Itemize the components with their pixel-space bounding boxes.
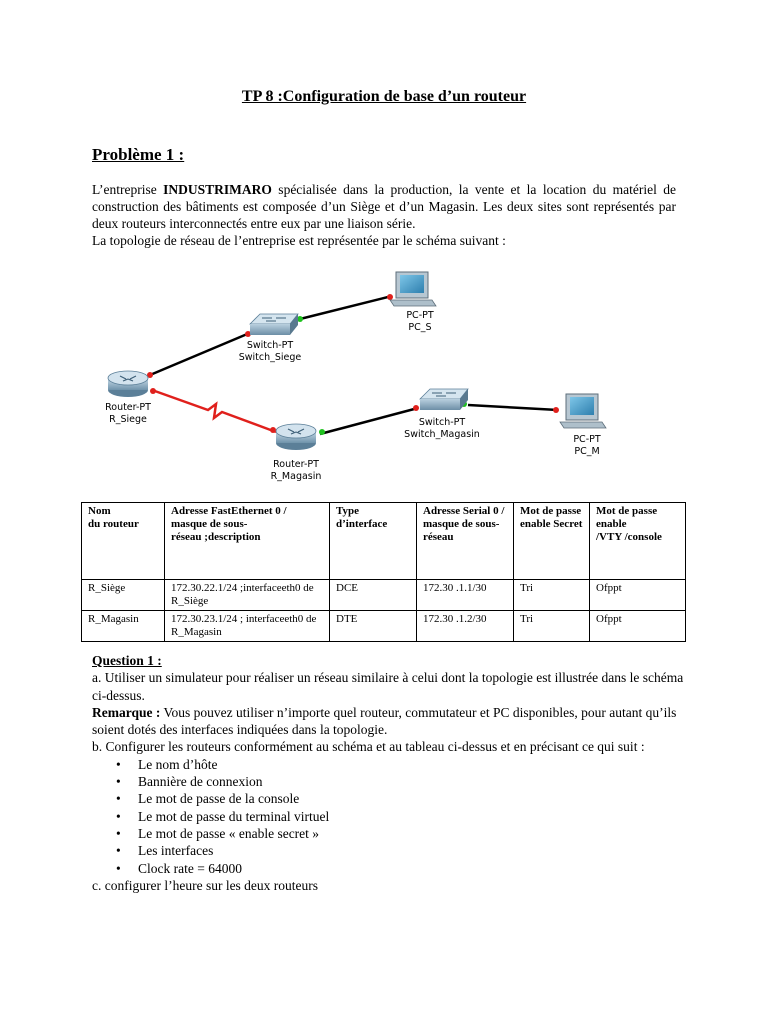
link-dot xyxy=(553,407,559,413)
link-dot xyxy=(150,388,156,394)
switch-magasin-type: Switch-PT xyxy=(418,417,466,428)
cell-type: DTE xyxy=(330,611,417,642)
cell-enable: Ofppt xyxy=(590,611,686,642)
cell-secret: Tri xyxy=(514,580,590,611)
cell-serial: 172.30 .1.2/30 xyxy=(417,611,514,642)
link-rsiege-switchsiege xyxy=(150,332,252,375)
router-siege-type: Router-PT xyxy=(105,402,151,413)
col-header-fastethernet: Adresse FastEthernet 0 / masque de sous- réseau ;description xyxy=(165,503,330,580)
list-item: • Bannière de connexion xyxy=(92,773,692,790)
router-r-magasin-icon[interactable] xyxy=(276,424,316,450)
col-header-secret: Mot de passe enable Secret xyxy=(514,503,590,580)
list-item: • Le mot de passe du terminal virtuel xyxy=(92,808,692,825)
serial-link xyxy=(152,390,276,432)
link-dot xyxy=(413,405,419,411)
config-items-list xyxy=(92,756,692,877)
list-item: • Les interfaces xyxy=(92,842,692,859)
pc-m-name: PC_M xyxy=(574,446,600,457)
cell-enable: Ofppt xyxy=(590,580,686,611)
router-siege-name: R_Siege xyxy=(109,414,147,425)
cell-type: DCE xyxy=(330,580,417,611)
cell-fastethernet: 172.30.23.1/24 ; interfaceeth0 de R_Magasin xyxy=(165,611,330,642)
switch-siege-icon[interactable] xyxy=(250,314,298,335)
pc-m-type: PC-PT xyxy=(573,434,601,445)
remarque xyxy=(92,704,692,739)
col-header-enable: Mot de passe enable /VTY /console xyxy=(590,503,686,580)
remarque-label: Remarque : xyxy=(92,704,161,720)
col-header-type: Type d’interface xyxy=(330,503,417,580)
link-dot xyxy=(387,294,393,300)
company-name: INDUSTRIMARO xyxy=(163,182,272,197)
router-r-siege-icon[interactable] xyxy=(108,371,148,397)
list-item: • Le nom d’hôte xyxy=(92,756,692,773)
page-title: TP 8 :Configuration de base d’un routeur xyxy=(241,88,527,105)
network-topology-diagram xyxy=(90,262,650,487)
cell-nom: R_Magasin xyxy=(82,611,165,642)
question-part-a: a. Utiliser un simulateur pour réaliser un réseau similaire à celui dont la topologie est illustrée dans le schéma ci-dessus. xyxy=(92,670,684,703)
switch-siege-type: Switch-PT xyxy=(246,340,294,351)
question-title: Question 1 : xyxy=(92,653,162,668)
table-row xyxy=(82,611,686,642)
cell-secret: Tri xyxy=(514,611,590,642)
switch-magasin-name: Switch_Magasin xyxy=(404,429,480,440)
pc-s-name: PC_S xyxy=(408,322,432,333)
problem-heading: Problème 1 : xyxy=(92,145,185,164)
link-dot xyxy=(319,429,325,435)
cell-fastethernet: 172.30.22.1/24 ;interfaceeth0 de R_Siège xyxy=(165,580,330,611)
switch-magasin-icon[interactable] xyxy=(420,389,468,410)
list-item: • Le mot de passe « enable secret » xyxy=(92,825,692,842)
router-config-table xyxy=(81,502,686,642)
pc-s-icon[interactable] xyxy=(390,272,436,306)
col-header-serial: Adresse Serial 0 / masque de sous-réseau xyxy=(417,503,514,580)
cell-serial: 172.30 .1.1/30 xyxy=(417,580,514,611)
intro-rest: spécialisée dans la production, la vente et la location du matériel de construction des bâtiments est composée d’un Siège et d’un Magasin. Les deux sites sont représentés par deux routeurs interconnectés entre eux par une liaison série. xyxy=(92,182,676,231)
pc-m-icon[interactable] xyxy=(560,394,606,428)
pc-s-type: PC-PT xyxy=(406,310,434,321)
link-switchmagasin-pcm xyxy=(468,405,558,410)
list-item: • Le mot de passe de la console xyxy=(92,790,692,807)
topology-intro: La topologie de réseau de l’entreprise est représentée par le schéma suivant : xyxy=(92,233,506,248)
router-magasin-name: R_Magasin xyxy=(270,471,322,482)
intro-lead: L’entreprise xyxy=(92,182,164,197)
router-magasin-type: Router-PT xyxy=(273,459,319,470)
question-part-b: b. Configurer les routeurs conformément au schéma et au tableau ci-dessus et en précisant ce qui suit : xyxy=(92,739,645,755)
link-switchsiege-pcs xyxy=(296,296,392,320)
intro-paragraph xyxy=(92,181,676,232)
cell-nom: R_Siège xyxy=(82,580,165,611)
question-block xyxy=(92,652,692,894)
table-header-row xyxy=(82,503,686,580)
remarque-text: Vous pouvez utiliser n’importe quel routeur, commutateur et PC disponibles, pour autant qu’ils soient dotés des interfaces indiquées dans la topologie. xyxy=(92,704,677,738)
col-header-nom: Nom du routeur xyxy=(82,503,165,580)
table-row xyxy=(82,580,686,611)
switch-siege-name: Switch_Siege xyxy=(238,352,302,363)
link-dot xyxy=(270,427,276,433)
question-part-c: c. configurer l’heure sur les deux routeurs xyxy=(92,877,319,893)
list-item: • Clock rate = 64000 xyxy=(92,860,692,877)
